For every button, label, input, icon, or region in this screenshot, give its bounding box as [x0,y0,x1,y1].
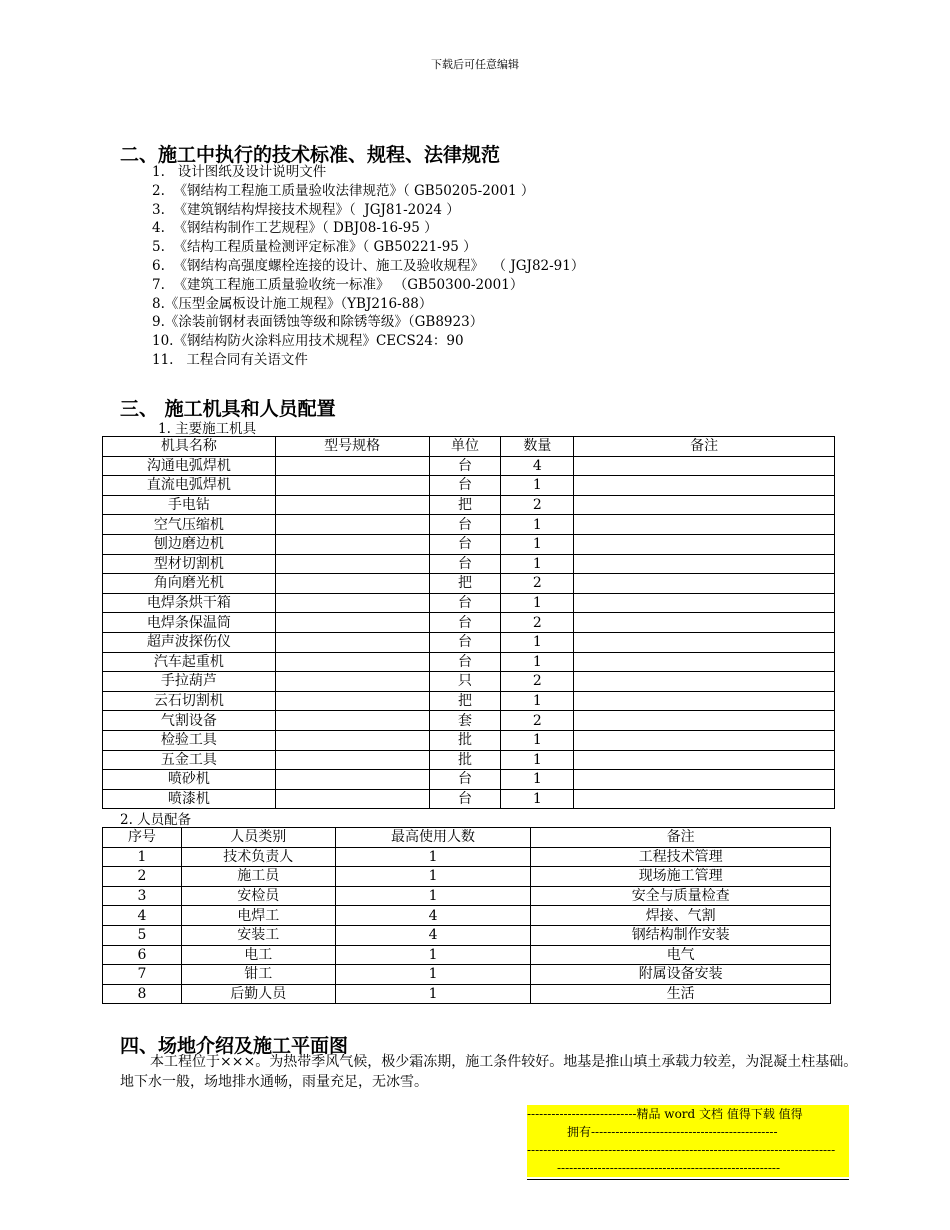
table-cell: 1 [103,847,182,867]
table-cell: 刨边磨边机 [103,534,276,554]
table-cell: 生活 [531,984,831,1004]
table-cell: 空气压缩机 [103,515,276,535]
machine-row [103,534,835,554]
table-cell: 焊接、气割 [531,906,831,926]
promo-line-1: ---------------------------精品 word 文档 值得下载 值得 [527,1105,849,1123]
table-cell [574,613,835,633]
machine-row [103,691,835,711]
machine-row [103,574,835,594]
table-cell [275,593,429,613]
machine-row [103,789,835,809]
table-cell: 电焊条保温筒 [103,613,276,633]
table-cell: 批 [429,750,501,770]
table-cell: 2 [501,574,574,594]
personnel-label: 2. 人员配备 [120,812,192,828]
header-cell: 最高使用人数 [335,828,531,848]
table-cell: 台 [429,770,501,790]
header-cell: 人员类别 [181,828,335,848]
machine-row [103,711,835,731]
header-cell: 单位 [429,437,501,457]
table-cell: 1 [501,476,574,496]
table-cell [574,730,835,750]
table-cell: 1 [501,730,574,750]
personnel-row [103,886,831,906]
table-cell: 台 [429,456,501,476]
standard-item: 9.《涂装前钢材表面锈蚀等级和除锈等级》（GB8923） [152,314,484,331]
machines-table [102,436,835,809]
table-cell: 1 [501,593,574,613]
table-cell [275,730,429,750]
machine-row [103,672,835,692]
table-cell: 6 [103,945,182,965]
table-cell: 8 [103,984,182,1004]
table-header-row [103,828,831,848]
table-cell: 3 [103,886,182,906]
table-cell: 1 [501,750,574,770]
table-header-row [103,437,835,457]
table-cell: 2 [501,613,574,633]
table-cell: 4 [335,906,531,926]
header-cell: 数量 [501,437,574,457]
standard-item: 11. 工程合同有关语文件 [152,351,308,368]
table-cell: 1 [335,847,531,867]
table-cell: 1 [501,515,574,535]
table-cell [574,593,835,613]
table-cell [574,789,835,809]
table-cell: 云石切割机 [103,691,276,711]
table-cell [574,750,835,770]
table-cell: 1 [335,945,531,965]
table-cell [275,652,429,672]
table-cell: 1 [335,984,531,1004]
personnel-row [103,965,831,985]
table-cell: 电气 [531,945,831,965]
table-cell: 气割设备 [103,711,276,731]
table-cell [574,770,835,790]
table-cell: 施工员 [181,867,335,887]
table-cell: 1 [501,770,574,790]
machine-row [103,495,835,515]
machine-row [103,554,835,574]
table-cell: 4 [103,906,182,926]
header-cell: 序号 [103,828,182,848]
header-cell: 型号规格 [275,437,429,457]
standard-item: 2. 《钢结构工程施工质量验收法律规范》（ GB50205-2001 ） [152,182,535,199]
table-cell: 把 [429,495,501,515]
table-cell [275,632,429,652]
table-cell: 工程技术管理 [531,847,831,867]
table-cell: 台 [429,593,501,613]
table-cell [574,495,835,515]
table-cell: 1 [501,691,574,711]
machine-row [103,652,835,672]
table-cell: 直流电弧焊机 [103,476,276,496]
table-cell: 角向磨光机 [103,574,276,594]
table-cell [275,691,429,711]
table-cell: 4 [501,456,574,476]
table-cell: 2 [501,711,574,731]
machine-row [103,632,835,652]
table-cell [574,515,835,535]
table-cell [574,476,835,496]
header-cell: 备注 [531,828,831,848]
standard-item: 1. 设计图纸及设计说明文件 [152,164,327,180]
promo-line-4: ------------------------------------------------------- [527,1159,849,1177]
standard-item: 10.《钢结构防火涂料应用技术规程》CECS24：90 [152,333,464,350]
table-cell: 现场施工管理 [531,867,831,887]
table-cell: 套 [429,711,501,731]
machine-row [103,613,835,633]
table-cell [275,789,429,809]
table-cell: 5 [103,925,182,945]
table-cell: 附属设备安装 [531,965,831,985]
machine-row [103,750,835,770]
table-cell [574,534,835,554]
table-cell [574,652,835,672]
table-cell: 检验工具 [103,730,276,750]
section-2-title: 二、施工中执行的技术标准、规程、法律规范 [120,144,501,166]
machine-row [103,515,835,535]
personnel-row [103,867,831,887]
table-cell: 台 [429,515,501,535]
table-cell [574,554,835,574]
table-cell: 1 [501,632,574,652]
machine-row [103,593,835,613]
machines-label: 1. 主要施工机具 [158,421,257,437]
table-cell: 型材切割机 [103,554,276,574]
personnel-row [103,906,831,926]
table-cell [574,711,835,731]
table-cell: 7 [103,965,182,985]
machine-row [103,476,835,496]
table-cell: 把 [429,574,501,594]
table-cell: 1 [501,789,574,809]
table-cell: 台 [429,632,501,652]
table-cell: 手拉葫芦 [103,672,276,692]
promo-underline [527,1179,849,1180]
table-cell: 把 [429,691,501,711]
table-cell: 安检员 [181,886,335,906]
table-cell [275,476,429,496]
personnel-row [103,984,831,1004]
table-cell [574,672,835,692]
table-cell [574,456,835,476]
table-cell: 台 [429,476,501,496]
table-cell: 台 [429,789,501,809]
table-cell: 1 [335,867,531,887]
table-cell: 沟通电弧焊机 [103,456,276,476]
table-cell [275,750,429,770]
section-4-title: 四、场地介绍及施工平面图 [120,1035,349,1057]
standard-item: 3. 《建筑钢结构焊接技术规程》（ JGJ81-2024 ） [152,201,460,218]
header-cell: 机具名称 [103,437,276,457]
table-cell: 安全与质量检查 [531,886,831,906]
table-cell: 电焊工 [181,906,335,926]
site-description: 本工程位于×××。为热带季风气候，极少霜冻期，施工条件较好。地基是推山填土承载力较差，为混凝土柱基础。地下水一般，场地排水通畅，雨量充足，无冰雪。 [120,1054,858,1090]
page-header: 下载后可任意编辑 [431,58,519,71]
table-cell: 超声波探伤仪 [103,632,276,652]
table-cell [574,574,835,594]
table-cell: 五金工具 [103,750,276,770]
table-cell: 钳工 [181,965,335,985]
table-cell: 台 [429,534,501,554]
table-cell: 台 [429,554,501,574]
table-cell: 只 [429,672,501,692]
table-cell: 喷砂机 [103,770,276,790]
table-cell: 2 [501,672,574,692]
table-cell [275,770,429,790]
table-cell: 1 [501,554,574,574]
table-cell: 1 [501,652,574,672]
table-cell [574,632,835,652]
table-cell: 手电钻 [103,495,276,515]
table-cell [275,495,429,515]
personnel-table [102,827,831,1004]
table-cell [275,574,429,594]
promo-line-2: 拥有---------------------------------------------- [527,1123,849,1141]
table-cell: 2 [501,495,574,515]
table-cell: 4 [335,925,531,945]
table-cell [275,613,429,633]
machine-row [103,770,835,790]
personnel-row [103,945,831,965]
table-cell [275,672,429,692]
section-3-title: 三、 施工机具和人员配置 [120,398,336,420]
table-cell: 1 [501,534,574,554]
table-cell: 喷漆机 [103,789,276,809]
table-cell: 台 [429,652,501,672]
standard-item: 6. 《钢结构高强度螺栓连接的设计、施工及验收规程》 （ JGJ82-91） [152,257,585,274]
promo-line-3: ---------------------------------------------------------------------------- [527,1141,849,1159]
table-cell [275,515,429,535]
table-cell: 汽车起重机 [103,652,276,672]
standard-item: 4. 《钢结构制作工艺规程》（ DBJ08-16-95 ） [152,220,438,237]
machine-row [103,730,835,750]
table-cell: 钢结构制作安装 [531,925,831,945]
standard-item: 7. 《建筑工程施工质量验收统一标准》 （GB50300-2001） [152,276,524,293]
table-cell: 电焊条烘干箱 [103,593,276,613]
table-cell [275,711,429,731]
personnel-row [103,847,831,867]
table-cell: 1 [335,965,531,985]
table-cell: 技术负责人 [181,847,335,867]
table-cell: 台 [429,613,501,633]
table-cell [574,691,835,711]
table-cell: 安装工 [181,925,335,945]
table-cell [275,534,429,554]
machine-row [103,456,835,476]
header-cell: 备注 [574,437,835,457]
table-cell: 1 [335,886,531,906]
standards-list [152,163,584,370]
personnel-row [103,925,831,945]
table-cell [275,554,429,574]
standard-item: 5. 《结构工程质量检测评定标准》（ GB50221-95 ） [152,239,477,256]
table-cell: 电工 [181,945,335,965]
table-cell: 2 [103,867,182,887]
table-cell: 后勤人员 [181,984,335,1004]
table-cell: 批 [429,730,501,750]
standard-item: 8.《压型金属板设计施工规程》（YBJ216-88） [152,295,433,312]
promo-box [527,1105,849,1180]
table-cell [275,456,429,476]
